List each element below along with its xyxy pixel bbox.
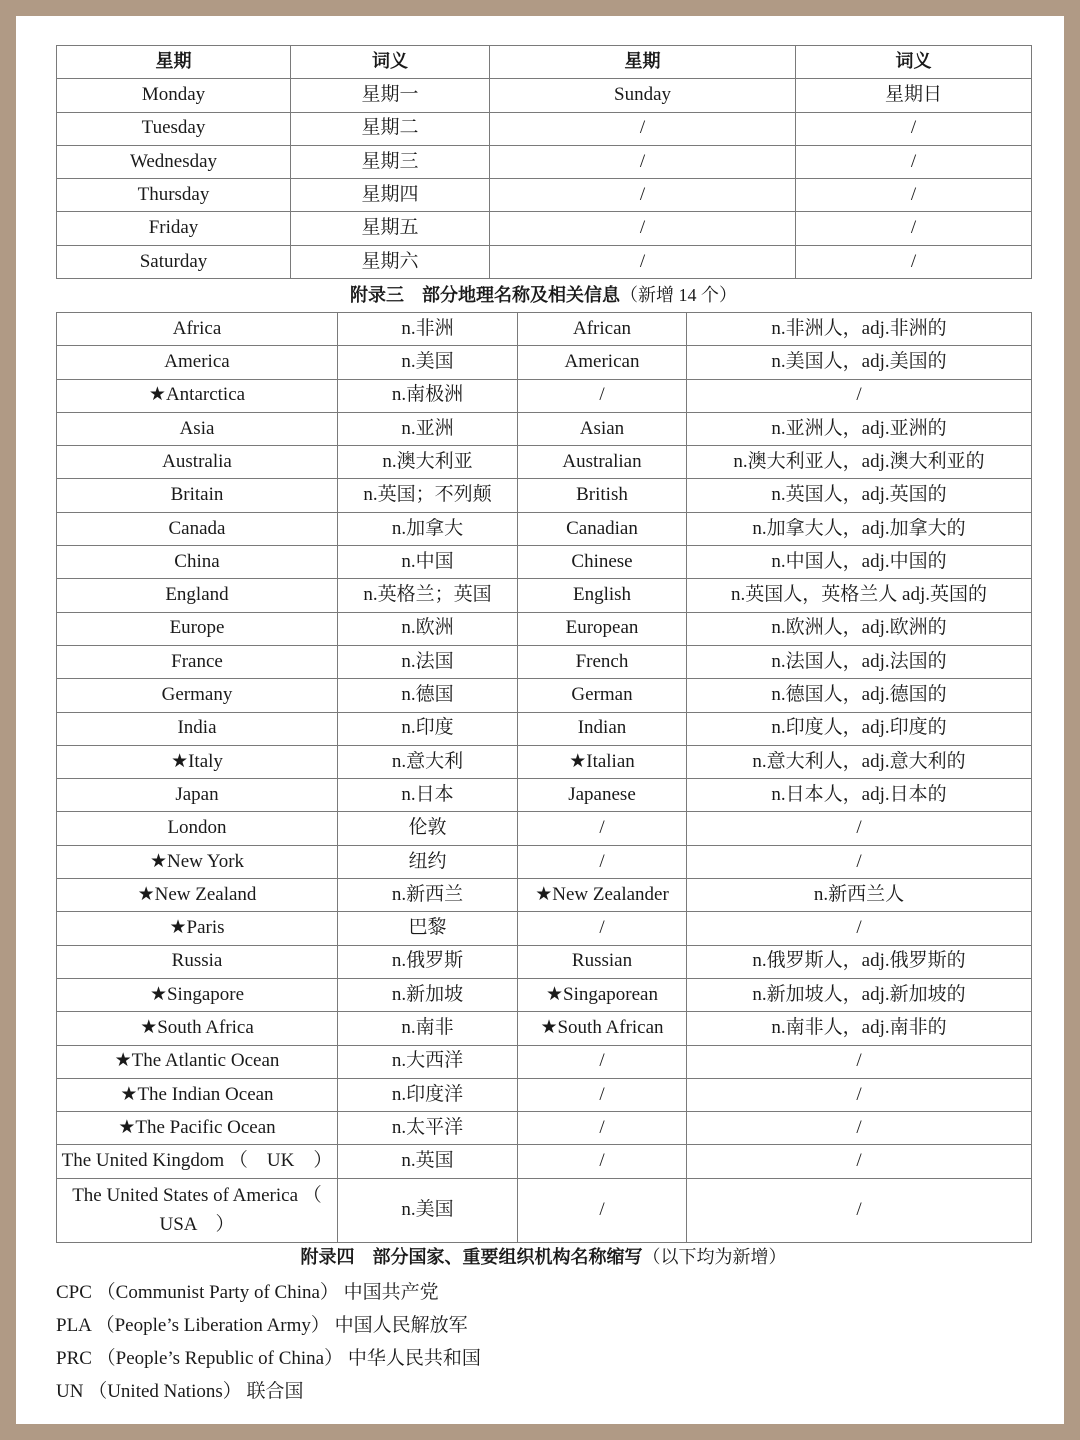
- table-cell: ★Italian: [518, 745, 687, 778]
- table-cell: Indian: [518, 712, 687, 745]
- table-cell: n.澳大利亚: [338, 446, 518, 479]
- table-cell: Japanese: [518, 779, 687, 812]
- table-cell: n.美国: [338, 346, 518, 379]
- column-header: 星期: [490, 46, 796, 79]
- table-cell: n.日本: [338, 779, 518, 812]
- table-cell: France: [57, 645, 338, 678]
- table-cell: n.亚洲: [338, 412, 518, 445]
- table-cell: African: [518, 313, 687, 346]
- table-cell: n.德国: [338, 679, 518, 712]
- table-cell: n.欧洲: [338, 612, 518, 645]
- table-cell: Asian: [518, 412, 687, 445]
- table-cell: Russia: [57, 945, 338, 978]
- abbreviation-item: UN （United Nations） 联合国: [56, 1381, 304, 1402]
- table-row: [57, 346, 1032, 379]
- table-cell: n.新加坡人，adj.新加坡的: [687, 978, 1032, 1011]
- table-cell: American: [518, 346, 687, 379]
- table-cell: n.印度洋: [338, 1078, 518, 1111]
- table-row: [57, 579, 1032, 612]
- table-cell: ★Paris: [57, 912, 338, 945]
- column-header: 星期: [57, 46, 291, 79]
- abbreviation-item: PRC （People’s Republic of China） 中华人民共和国: [56, 1348, 481, 1369]
- table-cell: n.英国人，adj.英国的: [687, 479, 1032, 512]
- table-cell: n.印度: [338, 712, 518, 745]
- table-cell: /: [490, 245, 796, 278]
- table-cell: ★The Atlantic Ocean: [57, 1045, 338, 1078]
- table-row: [57, 978, 1032, 1011]
- table-cell: Chinese: [518, 546, 687, 579]
- table-cell: Japan: [57, 779, 338, 812]
- table-row: [57, 879, 1032, 912]
- table-cell: Canada: [57, 512, 338, 545]
- table-cell: Friday: [57, 212, 291, 245]
- table-cell: /: [687, 812, 1032, 845]
- table-cell: German: [518, 679, 687, 712]
- table-row: [57, 679, 1032, 712]
- table-cell: n.中国人，adj.中国的: [687, 546, 1032, 579]
- table-cell: /: [796, 212, 1032, 245]
- table-cell: /: [687, 1078, 1032, 1111]
- table-cell: n.意大利人，adj.意大利的: [687, 745, 1032, 778]
- table-cell: n.美国: [338, 1178, 518, 1242]
- table-row: [57, 179, 1032, 212]
- table-row: [57, 912, 1032, 945]
- table-cell: Asia: [57, 412, 338, 445]
- table-cell: 星期日: [796, 79, 1032, 112]
- table-cell: European: [518, 612, 687, 645]
- table-cell: /: [518, 1178, 687, 1242]
- table-cell: n.俄罗斯人，adj.俄罗斯的: [687, 945, 1032, 978]
- table-row: [57, 145, 1032, 178]
- table-cell: n.新西兰人: [687, 879, 1032, 912]
- table-cell: n.印度人，adj.印度的: [687, 712, 1032, 745]
- table-cell: 伦敦: [338, 812, 518, 845]
- table-row: [57, 645, 1032, 678]
- abbreviation-item: PLA （People’s Liberation Army） 中国人民解放军: [56, 1315, 468, 1336]
- table-row: [57, 612, 1032, 645]
- table-cell: n.意大利: [338, 745, 518, 778]
- table-row: [57, 945, 1032, 978]
- table-row: [57, 1078, 1032, 1111]
- table-cell: London: [57, 812, 338, 845]
- table-cell: /: [490, 145, 796, 178]
- table-cell: n.非洲人，adj.非洲的: [687, 313, 1032, 346]
- table-row: [57, 1178, 1032, 1242]
- table-cell: n.英国人，英格兰人 adj.英国的: [687, 579, 1032, 612]
- table-cell: /: [490, 212, 796, 245]
- table-cell: ★New Zealand: [57, 879, 338, 912]
- table-cell: /: [687, 1045, 1032, 1078]
- geography-table-body: [57, 313, 1032, 1243]
- table-cell: The United States of America （ USA ）: [57, 1178, 338, 1242]
- table-cell: Sunday: [490, 79, 796, 112]
- table-cell: /: [687, 912, 1032, 945]
- column-header: 词义: [796, 46, 1032, 79]
- table-header-row: [57, 46, 1032, 79]
- table-cell: Britain: [57, 479, 338, 512]
- table-row: [57, 446, 1032, 479]
- table-cell: ★The Indian Ocean: [57, 1078, 338, 1111]
- geography-table: [56, 312, 1032, 1243]
- table-cell: /: [796, 112, 1032, 145]
- table-cell: Tuesday: [57, 112, 291, 145]
- table-row: [57, 379, 1032, 412]
- table-cell: /: [796, 179, 1032, 212]
- table-cell: French: [518, 645, 687, 678]
- table-cell: ★Antarctica: [57, 379, 338, 412]
- table-cell: /: [687, 1145, 1032, 1178]
- table-cell: 巴黎: [338, 912, 518, 945]
- table-cell: n.英国: [338, 1145, 518, 1178]
- table-row: [57, 412, 1032, 445]
- table-cell: n.加拿大: [338, 512, 518, 545]
- table-cell: n.澳大利亚人，adj.澳大利亚的: [687, 446, 1032, 479]
- table-cell: n.加拿大人，adj.加拿大的: [687, 512, 1032, 545]
- table-cell: n.亚洲人，adj.亚洲的: [687, 412, 1032, 445]
- table-row: [57, 712, 1032, 745]
- table-cell: ★South Africa: [57, 1012, 338, 1045]
- appendix-3-heading: [56, 281, 1031, 307]
- table-row: [57, 546, 1032, 579]
- table-row: [57, 1045, 1032, 1078]
- table-row: [57, 845, 1032, 878]
- weekdays-table: [56, 45, 1032, 279]
- table-cell: Thursday: [57, 179, 291, 212]
- table-row: [57, 112, 1032, 145]
- table-cell: ★The Pacific Ocean: [57, 1112, 338, 1145]
- table-cell: n.俄罗斯: [338, 945, 518, 978]
- table-cell: n.太平洋: [338, 1112, 518, 1145]
- table-cell: /: [518, 1078, 687, 1111]
- table-cell: /: [687, 1112, 1032, 1145]
- table-cell: /: [796, 245, 1032, 278]
- table-cell: n.大西洋: [338, 1045, 518, 1078]
- table-row: [57, 1145, 1032, 1178]
- table-cell: 星期一: [291, 79, 490, 112]
- table-cell: /: [518, 912, 687, 945]
- table-row: [57, 313, 1032, 346]
- table-cell: ★New York: [57, 845, 338, 878]
- table-row: [57, 512, 1032, 545]
- table-cell: n.英格兰；英国: [338, 579, 518, 612]
- table-cell: n.南极洲: [338, 379, 518, 412]
- table-cell: Russian: [518, 945, 687, 978]
- table-cell: /: [687, 1178, 1032, 1242]
- table-row: [57, 212, 1032, 245]
- table-cell: The United Kingdom （ UK ）: [57, 1145, 338, 1178]
- table-row: [57, 745, 1032, 778]
- table-cell: /: [490, 112, 796, 145]
- table-cell: /: [490, 179, 796, 212]
- table-cell: Saturday: [57, 245, 291, 278]
- table-cell: n.中国: [338, 546, 518, 579]
- table-cell: 星期五: [291, 212, 490, 245]
- appendix-4-title: 附录四 部分国家、重要组织机构名称缩写: [300, 1247, 643, 1268]
- table-row: [57, 479, 1032, 512]
- weekdays-table-body: [57, 46, 1032, 279]
- table-cell: n.南非: [338, 1012, 518, 1045]
- table-cell: ★New Zealander: [518, 879, 687, 912]
- table-cell: /: [687, 379, 1032, 412]
- table-cell: 星期二: [291, 112, 490, 145]
- table-cell: Africa: [57, 313, 338, 346]
- table-cell: /: [687, 845, 1032, 878]
- table-cell: ★Singapore: [57, 978, 338, 1011]
- table-cell: India: [57, 712, 338, 745]
- table-cell: n.新加坡: [338, 978, 518, 1011]
- table-cell: n.英国；不列颠: [338, 479, 518, 512]
- appendix-3-title: 附录三 部分地理名称及相关信息: [350, 285, 620, 306]
- table-cell: Monday: [57, 79, 291, 112]
- table-cell: ★Italy: [57, 745, 338, 778]
- table-cell: n.新西兰: [338, 879, 518, 912]
- table-cell: 星期四: [291, 179, 490, 212]
- table-cell: n.法国人，adj.法国的: [687, 645, 1032, 678]
- appendix-4-note: （以下均为新增）: [642, 1247, 787, 1267]
- table-cell: /: [518, 1045, 687, 1078]
- table-row: [57, 79, 1032, 112]
- table-cell: /: [518, 379, 687, 412]
- table-cell: British: [518, 479, 687, 512]
- table-cell: /: [796, 145, 1032, 178]
- table-row: [57, 1112, 1032, 1145]
- table-cell: Australia: [57, 446, 338, 479]
- table-cell: n.美国人，adj.美国的: [687, 346, 1032, 379]
- table-cell: Australian: [518, 446, 687, 479]
- table-cell: n.德国人，adj.德国的: [687, 679, 1032, 712]
- table-cell: n.日本人，adj.日本的: [687, 779, 1032, 812]
- table-cell: 纽约: [338, 845, 518, 878]
- table-cell: Europe: [57, 612, 338, 645]
- table-cell: /: [518, 812, 687, 845]
- table-cell: England: [57, 579, 338, 612]
- table-cell: /: [518, 845, 687, 878]
- appendix-3-note: （新增 14 个）: [620, 285, 737, 305]
- table-cell: n.南非人，adj.南非的: [687, 1012, 1032, 1045]
- table-cell: n.法国: [338, 645, 518, 678]
- table-cell: 星期六: [291, 245, 490, 278]
- table-cell: China: [57, 546, 338, 579]
- table-cell: n.非洲: [338, 313, 518, 346]
- table-cell: /: [518, 1145, 687, 1178]
- table-row: [57, 812, 1032, 845]
- table-cell: /: [518, 1112, 687, 1145]
- table-cell: Canadian: [518, 512, 687, 545]
- column-header: 词义: [291, 46, 490, 79]
- table-cell: ★Singaporean: [518, 978, 687, 1011]
- table-row: [57, 1012, 1032, 1045]
- table-cell: ★South African: [518, 1012, 687, 1045]
- appendix-4-heading: [56, 1243, 1031, 1269]
- table-row: [57, 245, 1032, 278]
- table-row: [57, 779, 1032, 812]
- table-cell: English: [518, 579, 687, 612]
- table-cell: Germany: [57, 679, 338, 712]
- table-cell: 星期三: [291, 145, 490, 178]
- table-cell: Wednesday: [57, 145, 291, 178]
- table-cell: America: [57, 346, 338, 379]
- table-cell: n.欧洲人，adj.欧洲的: [687, 612, 1032, 645]
- abbreviation-item: CPC （Communist Party of China） 中国共产党: [56, 1282, 439, 1303]
- document-page: [16, 16, 1064, 1424]
